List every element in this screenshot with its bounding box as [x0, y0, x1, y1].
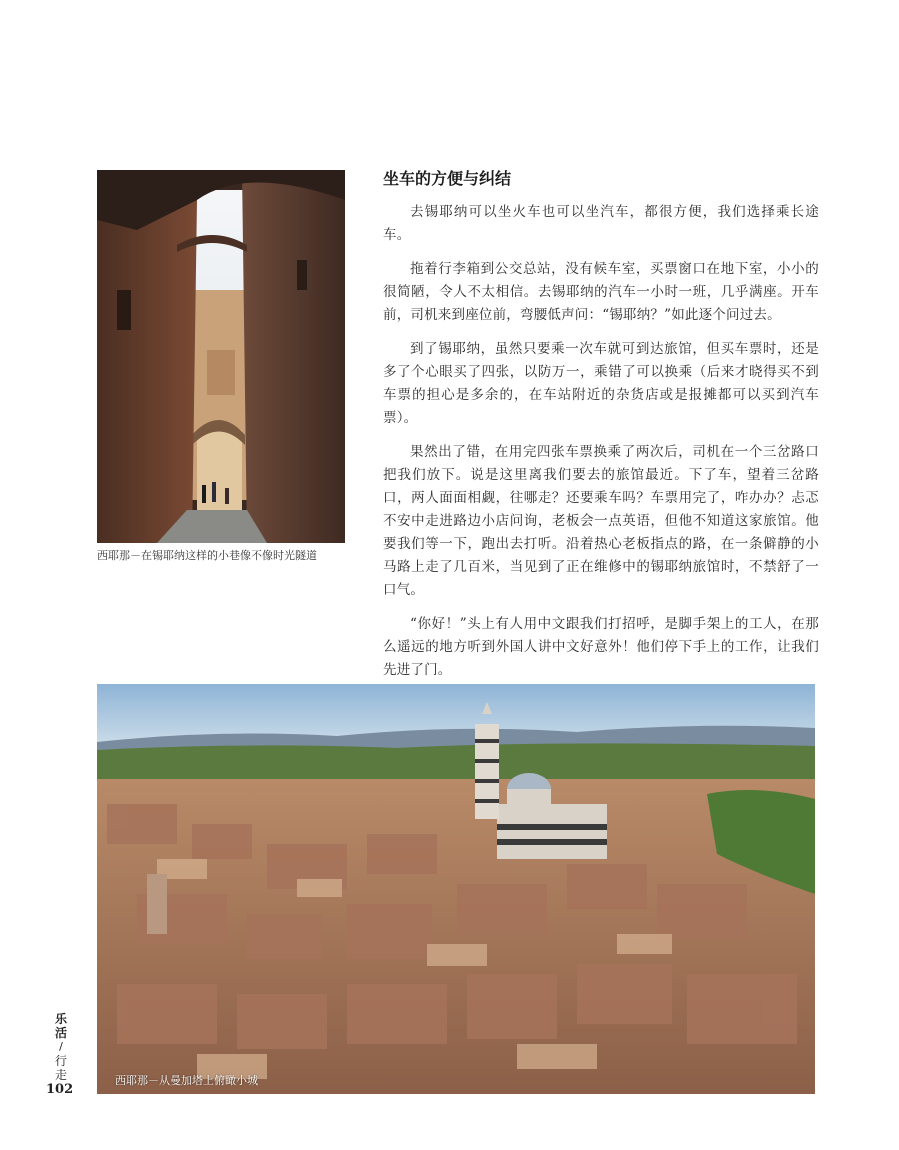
city-photo-caption: 西耶那－从曼加塔上俯瞰小城: [115, 1074, 258, 1087]
section-label-bottom: 行走: [54, 1054, 67, 1082]
article-title: 坐车的方便与纠结: [383, 169, 512, 188]
section-label-slash: /: [59, 1040, 63, 1053]
paragraph: 果然出了错，在用完四张车票换乘了两次后，司机在一个三岔路口把我们放下。说是这里离我们要去的旅馆最近。下了车，望着三岔路口，两人面面相觑，往哪走？还要乘车吗？车票用完了，咋办办？忐忑不安中走进路边小店问询，老板会一点英语，但他不知道这家旅馆。他要我们等一下，跑出去打听。沿着热心老板指点的路，在一条僻静的小马路上走了几百米，当见到了正在维修中的锡耶纳旅馆时，不禁舒了一口气。: [383, 444, 819, 598]
city-panorama-photo: [97, 684, 815, 1094]
article: [383, 166, 819, 727]
section-label-top: 乐活: [54, 1012, 67, 1040]
paragraph: 去锡耶纳可以坐火车也可以坐汽车，都很方便，我们选择乘长途车。: [383, 204, 819, 243]
section-label: [50, 1012, 72, 1082]
paragraph: “你好！”头上有人用中文跟我们打招呼，是脚手架上的工人，在那么遥远的地方听到外国人讲中文好意外！他们停下手上的工作，让我们先进了门。: [383, 616, 819, 678]
alley-photo: [97, 170, 345, 543]
paragraph: 拖着行李箱到公交总站，没有候车室，买票窗口在地下室，小小的很简陋，令人不太相信。去锡耶纳的汽车一小时一班，几乎满座。开车前，司机来到座位前，弯腰低声问：“锡耶纳？”如此逐个问过去。: [383, 261, 819, 323]
paragraph: 到了锡耶纳，虽然只要乘一次车就可到达旅馆，但买车票时，还是多了个心眼买了四张，以防万一，乘错了可以换乘（后来才晓得买不到车票的担心是多余的，在车站附近的杂货店或是报摊都可以买到汽车票）。: [383, 341, 819, 426]
alley-photo-caption: 西耶那－在锡耶纳这样的小巷像不像时光隧道: [97, 549, 317, 562]
page-number: 102: [46, 1082, 74, 1097]
